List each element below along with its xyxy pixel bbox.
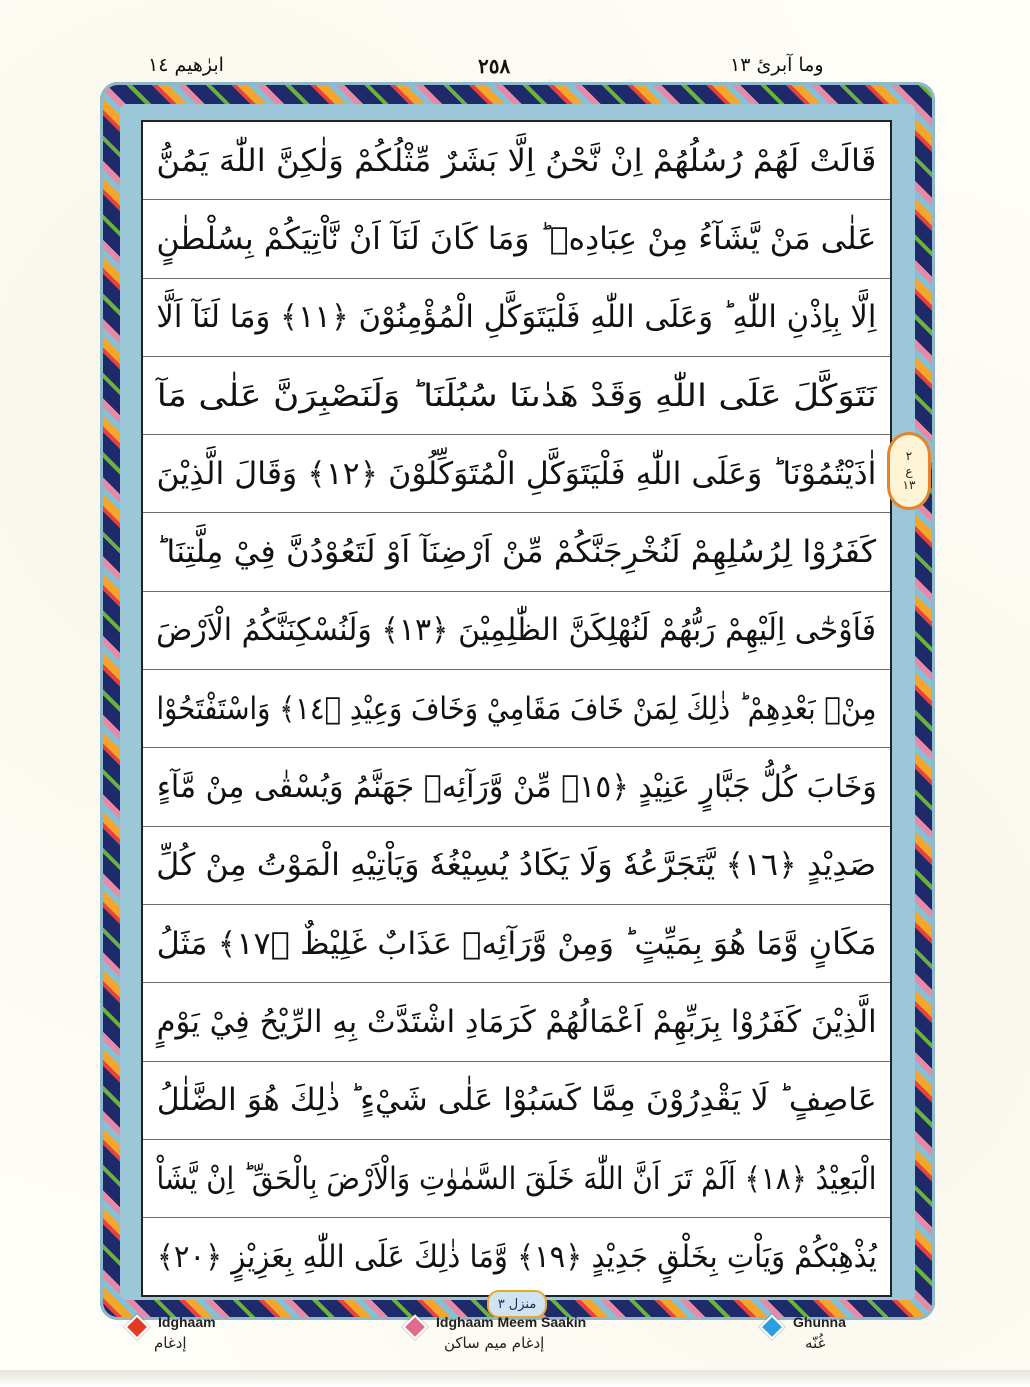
text-line-15: [143, 1218, 890, 1296]
page-edge-shadow: [0, 1370, 1030, 1387]
verse-text: صَدِيْدٍ ﴿١٦﴾ يَّتَجَرَّعُهٗ وَلَا يَكَادُ يُسِيْغُهٗ وَيَاْتِيْهِ الْمَوْتُ مِنْ كُلِّ: [156, 847, 877, 884]
text-line-10: [143, 827, 890, 905]
ruku-top: ٢: [905, 449, 913, 464]
text-line-13: [143, 1062, 890, 1140]
text-line-2: [143, 200, 890, 278]
ruku-middle: ع: [905, 463, 913, 478]
surah-name: ابرٰھیم ١٤: [148, 54, 224, 76]
verse-text: قَالَتْ لَهُمْ رُسُلُهُمْ اِنْ نَّحْنُ اِلَّا بَشَرٌ مِّثْلُكُمْ وَلٰكِنَّ اللّٰهَ يَمُنُّ: [156, 142, 877, 179]
text-line-6: [143, 514, 890, 592]
legend-label: Idghaam: [158, 1314, 216, 1330]
text-frame: [141, 120, 892, 1297]
verse-text: اٰذَيْتُمُوْنَا ؕ وَعَلَى اللّٰهِ فَلْيَتَوَكَّلِ الْمُتَوَكِّلُوْنَ ﴿١٢﴾ وَقَالَ الَّذِيْنَ: [156, 455, 877, 492]
text-line-4: [143, 357, 890, 435]
juz-name: وما آبرئ ١٣: [730, 54, 824, 76]
ruku-marker: [887, 432, 931, 510]
legend-label-arabic: إدغام ميم ساكن: [444, 1334, 545, 1352]
verse-text: مِنْۢ بَعْدِهِمْ ؕ ذٰلِكَ لِمَنْ خَافَ مَقَامِيْ وَخَافَ وَعِيْدِ ﴿١٤﴾ وَاسْتَفْتَحُوْا: [156, 690, 877, 727]
verse-text: الَّذِيْنَ كَفَرُوْا بِرَبِّهِمْ اَعْمَالُهُمْ كَرَمَادِ اشْتَدَّتْ بِهِ الرِّيْحُ فِيْ يَوْمٍ: [156, 1003, 877, 1040]
text-line-14: [143, 1140, 890, 1218]
verse-text: عَلٰى مَنْ يَّشَآءُ مِنْ عِبَادِهٖ ؕ وَمَا كَانَ لَنَآ اَنْ نَّاْتِيَكُمْ بِسُلْطٰنٍ: [156, 220, 877, 257]
manzil-marker: منزل ٣: [487, 1290, 547, 1318]
text-line-11: [143, 905, 890, 983]
text-line-3: [143, 279, 890, 357]
text-line-8: [143, 670, 890, 748]
verse-text: فَاَوْحٰٓى اِلَيْهِمْ رَبُّهُمْ لَنُهْلِكَنَّ الظّٰلِمِيْنَ ﴿١٣﴾ وَلَنُسْكِنَنَّكُمُ الْاَرْضَ: [156, 612, 877, 649]
verse-text: عَاصِفٍ ؕ لَا يَقْدِرُوْنَ مِمَّا كَسَبُوْا عَلٰى شَيْءٍ ؕ ذٰلِكَ هُوَ الضَّلٰلُ: [156, 1082, 877, 1119]
verse-text: اِلَّا بِاِذْنِ اللّٰهِ ؕ وَعَلَى اللّٰهِ فَلْيَتَوَكَّلِ الْمُؤْمِنُوْنَ ﴿١١﴾ وَمَا لَنَآ اَلَّا: [156, 299, 877, 336]
text-line-12: [143, 983, 890, 1061]
legend-label: Ghunna: [793, 1314, 846, 1330]
verse-text: كَفَرُوْا لِرُسُلِهِمْ لَنُخْرِجَنَّكُمْ مِّنْ اَرْضِنَآ اَوْ لَتَعُوْدُنَّ فِيْ مِلَّتِنَا ؕ: [156, 534, 877, 571]
verse-text: مَكَانٍ وَّمَا هُوَ بِمَيِّتٍ ؕ وَمِنْ وَّرَآئِهٖ عَذَابٌ غَلِيْظٌ ﴿١٧﴾ مَثَلُ: [156, 925, 877, 962]
verse-text: وَخَابَ كُلُّ جَبَّارٍ عَنِيْدٍ ﴿١٥﴾ مِّنْ وَّرَآئِهٖ جَهَنَّمُ وَيُسْقٰى مِنْ مَّآءٍ: [156, 769, 877, 806]
verse-text: الْبَعِيْدُ ﴿١٨﴾ اَلَمْ تَرَ اَنَّ اللّٰهَ خَلَقَ السَّمٰوٰتِ وَالْاَرْضَ بِالْحَقِّ ؕ اِنْ يَّشَاْ: [156, 1160, 877, 1197]
ruku-bottom: ١٣: [902, 478, 916, 493]
verse-text: يُذْهِبْكُمْ وَيَاْتِ بِخَلْقٍ جَدِيْدٍ ﴿١٩﴾ وَّمَا ذٰلِكَ عَلَى اللّٰهِ بِعَزِيْزٍ ﴿٢٠﴾: [156, 1239, 877, 1276]
text-line-1: [143, 122, 890, 200]
text-line-9: [143, 748, 890, 826]
text-line-7: [143, 592, 890, 670]
legend-label: Idghaam Meem Saakin: [436, 1314, 587, 1330]
verse-text: نَتَوَكَّلَ عَلَى اللّٰهِ وَقَدْ هَدٰىنَا سُبُلَنَا ؕ وَلَنَصْبِرَنَّ عَلٰى مَآ: [156, 377, 877, 414]
legend-label-arabic: غُنّه: [805, 1334, 826, 1352]
page-number: ٢٥٨: [478, 54, 511, 78]
legend-label-arabic: إدغام: [154, 1334, 187, 1352]
text-line-5: [143, 435, 890, 513]
